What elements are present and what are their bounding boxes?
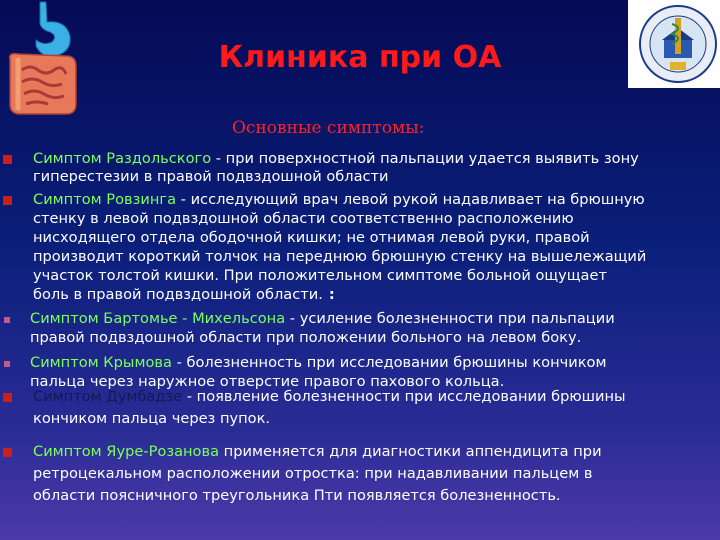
slide: Клиника при ОА Основные симптомы: Симптом Раздольского - при поверхностной пальпации удается выявить зону гиперестезии в правой подвздошной области Симптом Ровзинга - исследующий врач левой рукой надавливает на брюшную стенку в левой подвздошной области соответственно расположению нисходящего отдела ободочной кишки; не отнимая левой руки, правой производит короткий толчок на переднюю брюшную стенку на вышележащий участок толстой кишки. При положительном симптоме больной ощущает боль в правой подвздошной области. : Симптом Бартомье - Михельсона - усиление болезненности при пальпации правой подвздошной области при положении больного на левом боку. Симптом Крымова - болезненность при исследовании брюшины кончиком пальца через наружное отверстие правого пахового кольца. Симптом Думбадзе - появление болезненности при исследовании брюшины кончиком пальца через пупок. Симптом Яуре-Розанова применяется для диагностики аппендицита при ретроцекальном расположении отростка: при надавливании пальцем в области поясничного треугольника Пти появляется болезненность. [0,0,720,540]
symptom-name: Симптом Думбадзе [33,388,183,405]
symptom-name: Симптом Ровзинга [33,191,177,208]
bullet-icon [3,155,12,164]
symptom-name: Симптом Бартомье - Михельсона [30,310,286,327]
symptom-name: Симптом Раздольского [33,150,212,167]
bullet-icon [4,317,10,323]
bullet-icon [3,393,12,402]
bullet-icon [3,448,12,457]
bullet-icon [3,196,12,205]
symptom-name: Симптом Крымова [30,354,172,371]
bullet-icon [4,361,10,367]
slide-title: Клиника при ОА [218,40,502,75]
symptom-name: Симптом Яуре-Розанова [33,443,220,460]
slide-subtitle: Основные симптомы: [232,118,425,138]
